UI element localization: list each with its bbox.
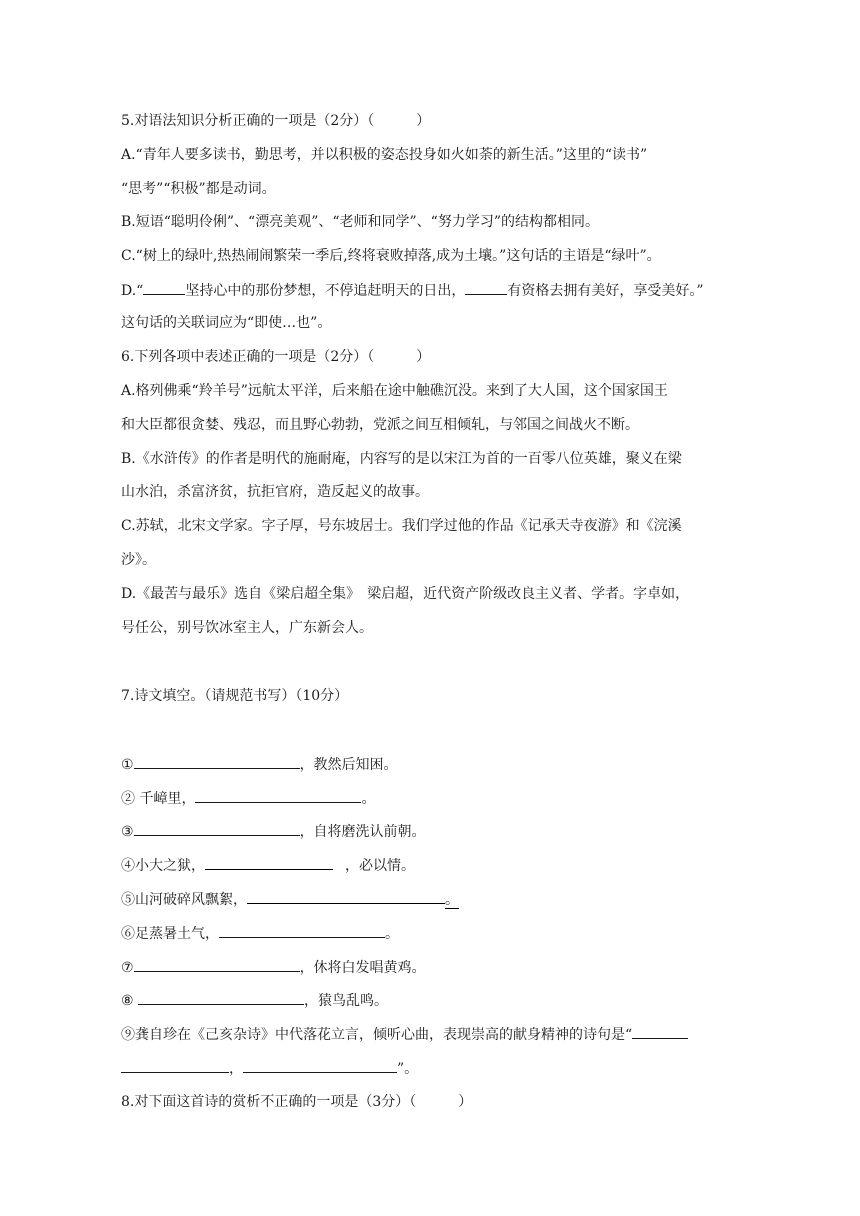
q6-option-c-line2: 沙》。 (121, 552, 156, 568)
q7-item-5-prefix: ⑤山河破碎风飘絮， (121, 892, 247, 908)
q7-item-6 (121, 923, 399, 943)
q7-item-3-blank[interactable] (134, 821, 300, 836)
q5-option-d-line1 (121, 280, 704, 300)
q7-item-4-blank[interactable] (205, 855, 333, 870)
q7-item-1-prefix: ① (121, 757, 134, 773)
q7-item-4-prefix: ④小大之狱， (121, 858, 205, 874)
q5-d-suffix: 有资格去拥有美好，享受美好。” (507, 283, 704, 299)
q7-item-7-blank[interactable] (134, 957, 300, 972)
q7-item-9-blank-1b[interactable] (121, 1058, 229, 1073)
q7-item-4-suffix: ，必以情。 (345, 858, 415, 874)
q8-title: 8.对下面这首诗的赏析不正确的一项是（3分）（ ） (121, 1094, 473, 1110)
q5-d-blank-1 (143, 280, 185, 295)
q7-item-6-blank[interactable] (219, 923, 385, 938)
q7-item-9-blank-2[interactable] (243, 1058, 397, 1073)
q6-option-b-line1: B.《水浒传》的作者是明代的施耐庵，内容写的是以宋江为首的一百零八位英雄，聚义在梁 (121, 451, 682, 467)
q7-item-1-suffix: ，教然后知困。 (299, 757, 398, 773)
q7-item-8-prefix: ⑧ (121, 993, 139, 1009)
q7-item-1-blank[interactable] (134, 754, 300, 769)
q5-title: 5.对语法知识分析正确的一项是（2分）（ ） (121, 113, 431, 129)
q7-item-3 (121, 821, 426, 841)
q5-option-b: B.短语“聪明伶俐”、“漂亮美观”、“老师和同学”、“努力学习”的结构都相同。 (121, 214, 599, 230)
q6-option-a-line2: 和大臣都很贪婪、残忍，而且野心勃勃，党派之间互相倾轧，与邻国之间战火不断。 (121, 417, 639, 433)
q7-item-7-prefix: ⑦ (121, 960, 134, 976)
q5-option-c: C.“树上的绿叶,热热闹闹繁荣一季后,终将衰败掉落,成为土壤。”这句话的主语是“绿叶”。 (121, 248, 661, 264)
q7-item-7 (121, 957, 426, 977)
q7-item-5 (121, 889, 459, 909)
q7-item-9-line1 (121, 1024, 688, 1044)
q7-item-2 (121, 788, 375, 808)
q7-item-8-blank[interactable] (138, 990, 304, 1005)
q7-item-6-prefix: ⑥足蒸暑土气， (121, 926, 219, 942)
q7-item-2-blank[interactable] (195, 788, 361, 803)
q7-item-9-suffix: ”。 (397, 1061, 419, 1077)
q5-d-middle: 坚持心中的那份梦想，不停追赶明天的日出， (185, 283, 466, 299)
q7-item-9-comma: ， (229, 1061, 243, 1077)
q6-option-b-line2: 山水泊，杀富济贫，抗拒官府，造反起义的故事。 (121, 484, 429, 500)
q5-option-d-line2: 这句话的关联词应为“即使…也”。 (121, 315, 332, 331)
q7-item-5-blank[interactable] (247, 889, 445, 904)
q5-d-prefix: D.“ (121, 283, 144, 299)
q7-item-5-suffix: 。 (445, 892, 459, 908)
q5-option-a-line2: “思考”“积极”都是动词。 (121, 181, 276, 197)
q6-option-c-line1: C.苏轼，北宋文学家。字子厚，号东坡居士。我们学过他的作品《记承天寺夜游》和《浣溪 (121, 518, 682, 534)
q7-item-9-blank-1a[interactable] (632, 1024, 688, 1039)
q5-option-a-line1: A.“青年人要多读书，勤思考，并以积极的姿态投身如火如荼的新生活。”这里的“读书” (121, 147, 648, 163)
q7-title: 7.诗文填空。（请规范书写）（10分） (121, 688, 349, 704)
q5-d-blank-2 (465, 280, 507, 295)
q7-item-6-suffix: 。 (385, 926, 399, 942)
q7-item-7-suffix: ，休将白发唱黄鸡。 (299, 960, 426, 976)
q7-item-8-suffix: ，猿鸟乱鸣。 (304, 993, 389, 1009)
q6-option-d-line2: 号任公，别号饮冰室主人，广东新会人。 (121, 620, 373, 636)
q7-item-2-suffix: 。 (361, 791, 376, 807)
q7-item-9-text: ⑨龚自珍在《己亥杂诗》中代落花立言，倾听心曲，表现崇高的献身精神的诗句是“ (121, 1027, 633, 1043)
q7-item-9-line2 (121, 1058, 418, 1078)
q7-item-1 (121, 754, 398, 774)
q7-item-3-suffix: ，自将磨洗认前朝。 (299, 824, 426, 840)
q7-item-8 (121, 990, 388, 1010)
q6-title: 6.下列各项中表述正确的一项是（2分）（ ） (121, 349, 431, 365)
q7-item-3-prefix: ③ (121, 824, 134, 840)
q6-option-a-line1: A.格列佛乘“羚羊号”远航太平洋，后来船在途中触礁沉没。来到了大人国，这个国家国王 (121, 383, 668, 399)
q7-item-4 (121, 855, 415, 875)
q7-item-2-prefix: ② 千嶂里， (121, 791, 196, 807)
q6-option-d-line1: D.《最苦与最乐》选自《梁启超全集》 梁启超，近代资产阶级改良主义者、学者。字卓如， (121, 586, 690, 602)
